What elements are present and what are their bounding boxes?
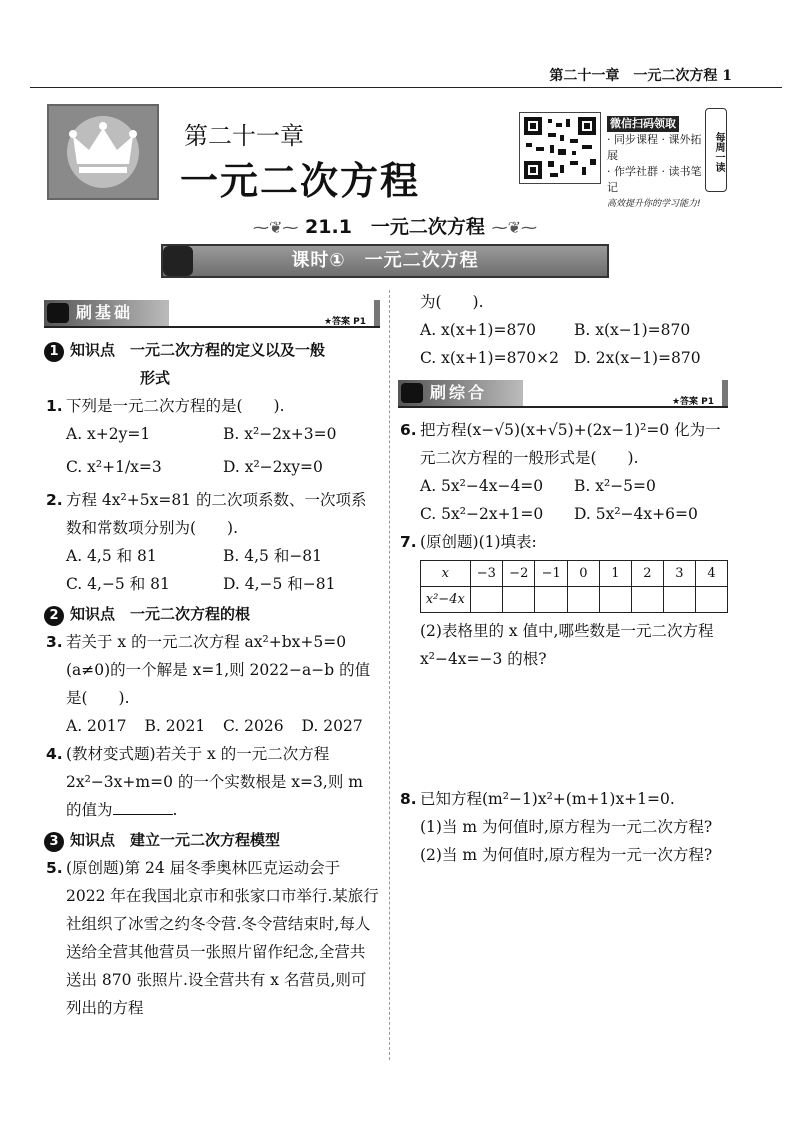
tab-endcap <box>374 300 380 326</box>
qr-badge: 微信扫码领取 <box>607 116 679 132</box>
q-stem: 下列是一元二次方程的是( ). <box>66 397 285 415</box>
chapter-label: 第二十一章 <box>184 122 304 150</box>
table-cell-blank[interactable] <box>695 587 727 613</box>
right-column <box>398 288 728 869</box>
lesson-label: 课时① 一元二次方程 <box>291 250 479 271</box>
lesson-bar <box>161 244 609 278</box>
table-cell-x: 4 <box>695 561 727 587</box>
table-cell-x: 2 <box>631 561 663 587</box>
crown-logo <box>47 104 159 200</box>
tab-comprehensive <box>398 380 728 408</box>
table-cell-x: 1 <box>599 561 631 587</box>
q-stem: 方程 4x²+5x=81 的二次项系数、一次项系数和常数项分别为( ). <box>66 491 367 537</box>
table-row <box>421 561 728 587</box>
crown-icon <box>49 106 157 198</box>
q-tail: . <box>172 801 178 819</box>
table-cell-blank[interactable] <box>663 587 695 613</box>
option-c: C. x²+1/x=3 <box>66 458 162 476</box>
question-5 <box>44 854 380 1022</box>
answer-space[interactable] <box>398 673 728 785</box>
kp-number: 3 <box>44 832 64 852</box>
options <box>44 542 380 598</box>
table-cell-x: −3 <box>470 561 502 587</box>
hand-icon <box>401 383 423 403</box>
table-cell-x: −1 <box>535 561 567 587</box>
option-c: C. x(x+1)=870×2 <box>420 349 560 367</box>
tab-basic-label: 刷基础 <box>44 300 169 326</box>
option-b: B. x²−2x+3=0 <box>223 425 337 443</box>
q-stem: (原创题)第 24 届冬季奥林匹克运动会于 2022 年在我国北京市和张家口市举行.某旅行社组织了冰雪之约冬令营.冬令营结束时,每人送给全营其他营员一张照片留作纪念,全营共送出 870 张照片.设全营共有 x 名营员,则可列出的方程 <box>66 859 379 1017</box>
option-d: D. 4,−5 和−81 <box>223 575 336 593</box>
option-c: C. 5x²−2x+1=0 <box>420 505 544 523</box>
table-head-expr: x²−4x <box>421 587 471 613</box>
hand-icon <box>47 303 69 323</box>
q5-continuation: 为( ). <box>420 293 484 311</box>
q-number: 8. <box>400 790 417 808</box>
table-row <box>421 587 728 613</box>
qr-slogan: 高效提升你的学习能力! <box>607 199 701 209</box>
qr-code[interactable] <box>519 112 601 184</box>
flourish-left: ⁓❦⁓ <box>253 218 299 237</box>
q-stem: 已知方程(m²−1)x²+(m+1)x+1=0. <box>420 790 675 808</box>
fill-table <box>420 560 728 613</box>
column-divider <box>389 290 390 1060</box>
side-tag: 每周一读 <box>705 108 727 192</box>
option-a: A. 5x²−4x−4=0 <box>420 477 544 495</box>
q-number: 6. <box>400 421 417 439</box>
option-b: B. x(x−1)=870 <box>574 321 691 339</box>
qr-promo-item: · 同步课程 · 课外拓展 <box>607 133 702 162</box>
table-cell-x: −2 <box>503 561 535 587</box>
option-d: D. x²−2xy=0 <box>223 458 323 476</box>
table-cell-blank[interactable] <box>535 587 567 613</box>
question-3 <box>44 628 380 712</box>
section-title-text: 21.1 一元二次方程 <box>305 216 485 238</box>
flourish-right: ⁓❦⁓ <box>491 218 537 237</box>
question-2 <box>44 486 380 542</box>
option-c: C. 4,−5 和 81 <box>66 575 170 593</box>
table-cell-x: 3 <box>663 561 695 587</box>
q-number: 7. <box>400 533 417 551</box>
kp-title: 知识点 建立一元二次方程模型 <box>70 831 281 849</box>
tab-comprehensive-label: 刷综合 <box>398 380 523 406</box>
q8-part1: (1)当 m 为何值时,原方程为一元二次方程? <box>420 818 713 836</box>
q-stem: (原创题)(1)填表: <box>420 533 537 551</box>
question-6 <box>398 416 728 472</box>
q8-part2: (2)当 m 为何值时,原方程为一元一次方程? <box>420 846 713 864</box>
qr-promo-item: · 作学社群 · 读书笔记 <box>607 165 702 194</box>
options <box>398 316 728 372</box>
q-stem: 把方程(x−√5)(x+√5)+(2x−1)²=0 化为一元二次方程的一般形式是( ). <box>420 421 721 467</box>
q-stem: (教材变式题)若关于 x 的一元二次方程 2x²−3x+m=0 的一个实数根是 x=3,则 m 的值为 <box>66 745 363 819</box>
q-stem: 若关于 x 的一元二次方程 ax²+bx+5=0 (a≠0)的一个解是 x=1,则 2022−a−b 的值是( ). <box>66 633 371 707</box>
question-1 <box>44 392 380 420</box>
running-head: 第二十一章 一元二次方程 1 <box>30 66 782 88</box>
kp-title: 知识点 一元二次方程的根 <box>70 605 251 623</box>
left-column <box>44 300 380 1022</box>
knowledge-point <box>44 826 380 854</box>
qr-promo <box>607 116 702 212</box>
q-number: 3. <box>46 633 63 651</box>
option-d: D. 2x(x−1)=870 <box>574 349 701 367</box>
q-number: 5. <box>46 859 63 877</box>
question-8 <box>398 785 728 813</box>
option-b: B. 2021 <box>144 717 206 735</box>
option-a: A. 2017 <box>66 717 127 735</box>
tab-endcap <box>722 380 728 406</box>
options <box>44 420 380 486</box>
option-d: D. 5x²−4x+6=0 <box>574 505 698 523</box>
option-a: A. 4,5 和 81 <box>66 547 157 565</box>
answer-ref: ★答案 P1 <box>671 397 714 407</box>
table-cell-blank[interactable] <box>599 587 631 613</box>
question-4 <box>44 740 380 824</box>
q-number: 2. <box>46 491 63 509</box>
q-number: 1. <box>46 397 63 415</box>
kp-title-cont: 形式 <box>140 369 171 387</box>
option-c: C. 2026 <box>223 717 284 735</box>
option-b: B. 4,5 和−81 <box>223 547 323 565</box>
options <box>44 712 380 740</box>
question-7 <box>398 528 728 556</box>
option-a: A. x(x+1)=870 <box>420 321 537 339</box>
kp-title: 知识点 一元二次方程的定义以及一般 <box>70 341 326 359</box>
answer-ref: ★答案 P1 <box>323 317 366 327</box>
option-a: A. x+2y=1 <box>66 425 151 443</box>
chapter-title: 一元二次方程 <box>180 159 421 203</box>
table-head-x: x <box>421 561 471 587</box>
option-d: D. 2027 <box>301 717 363 735</box>
section-title <box>0 212 790 239</box>
table-cell-blank[interactable] <box>631 587 663 613</box>
knowledge-point <box>44 600 380 628</box>
table-cell-blank[interactable] <box>470 587 502 613</box>
table-cell-blank[interactable] <box>503 587 535 613</box>
options <box>398 472 728 528</box>
hand-icon <box>163 246 193 276</box>
answer-blank[interactable] <box>113 799 173 815</box>
q7-part2: (2)表格里的 x 值中,哪些数是一元二次方程 x²−4x=−3 的根? <box>420 622 714 668</box>
kp-number: 2 <box>44 606 64 626</box>
kp-number: 1 <box>44 342 64 362</box>
q-number: 4. <box>46 745 63 763</box>
table-cell-blank[interactable] <box>567 587 599 613</box>
table-cell-x: 0 <box>567 561 599 587</box>
option-b: B. x²−5=0 <box>574 477 656 495</box>
tab-basic <box>44 300 380 328</box>
knowledge-point <box>44 336 380 364</box>
